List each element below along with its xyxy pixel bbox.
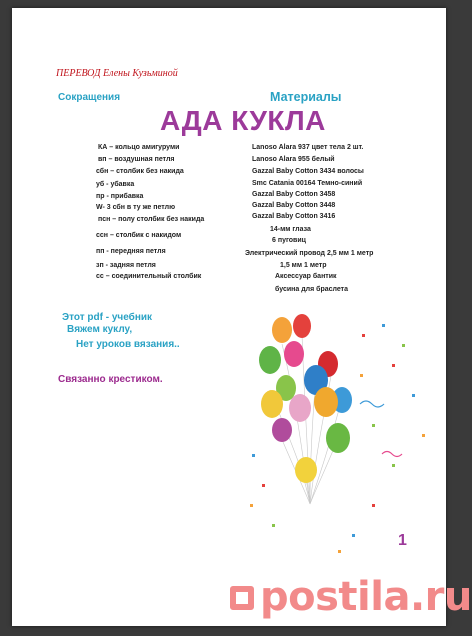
postila-square-icon [230,586,254,610]
list-item: уб - убавка [96,181,135,188]
list-item: Электрический провод 2,5 мм 1 метр [245,250,374,257]
list-item: Lanoso Alara 955 белый [252,156,335,163]
list-item: сбн – столбик без накида [96,168,184,175]
list-item: сс – соединительный столбик [96,273,202,280]
intro-line-3: Нет уроков вязания.. [76,339,180,350]
list-item: W- 3 сбн в ту же петлю [96,204,176,211]
materials-heading: Материалы [270,90,342,104]
list-item: 6 пуговиц [272,237,306,244]
list-item: пр - прибавка [96,193,144,200]
watermark-text: postila.ru [260,574,472,620]
list-item: пп - передняя петля [96,248,166,255]
stitch-note: Связанно крестиком. [58,374,163,385]
list-item: бусина для браслета [275,286,348,293]
page-number: 1 [398,532,407,549]
list-item: Smc Catania 00164 Темно-синий [252,180,363,187]
intro-line-2: Вяжем куклу, [67,324,133,335]
document-page [12,8,472,626]
watermark [230,574,472,620]
list-item: ссн – столбик с накидом [96,232,182,239]
list-item: зп - задняя петля [96,262,156,269]
list-item: Gazzal Baby Cotton 3458 [252,191,336,198]
list-item: Аксессуар бантик [275,273,337,280]
list-item: вп – воздушная петля [98,156,175,163]
list-item: Gazzal Baby Cotton 3448 [252,202,336,209]
list-item: Gazzal Baby Cotton 3416 [252,213,336,220]
abbreviations-heading: Сокращения [58,92,121,103]
list-item: КА – кольцо амигуруми [98,144,180,151]
list-item: Lanoso Alara 937 цвет тела 2 шт. [252,144,364,151]
translator-credit: ПЕРЕВОД Елены Кузьминой [56,68,178,79]
list-item: Gazzal Baby Cotton 3434 волосы [252,168,364,175]
balloons-icon [242,304,438,566]
list-item: псн – полу столбик без накида [98,216,205,223]
page-title: АДА КУКЛА [160,105,326,136]
list-item: 14-мм глаза [270,226,311,233]
list-item: 1,5 мм 1 метр [280,262,327,269]
intro-line-1: Этот pdf - учебник [62,312,153,323]
